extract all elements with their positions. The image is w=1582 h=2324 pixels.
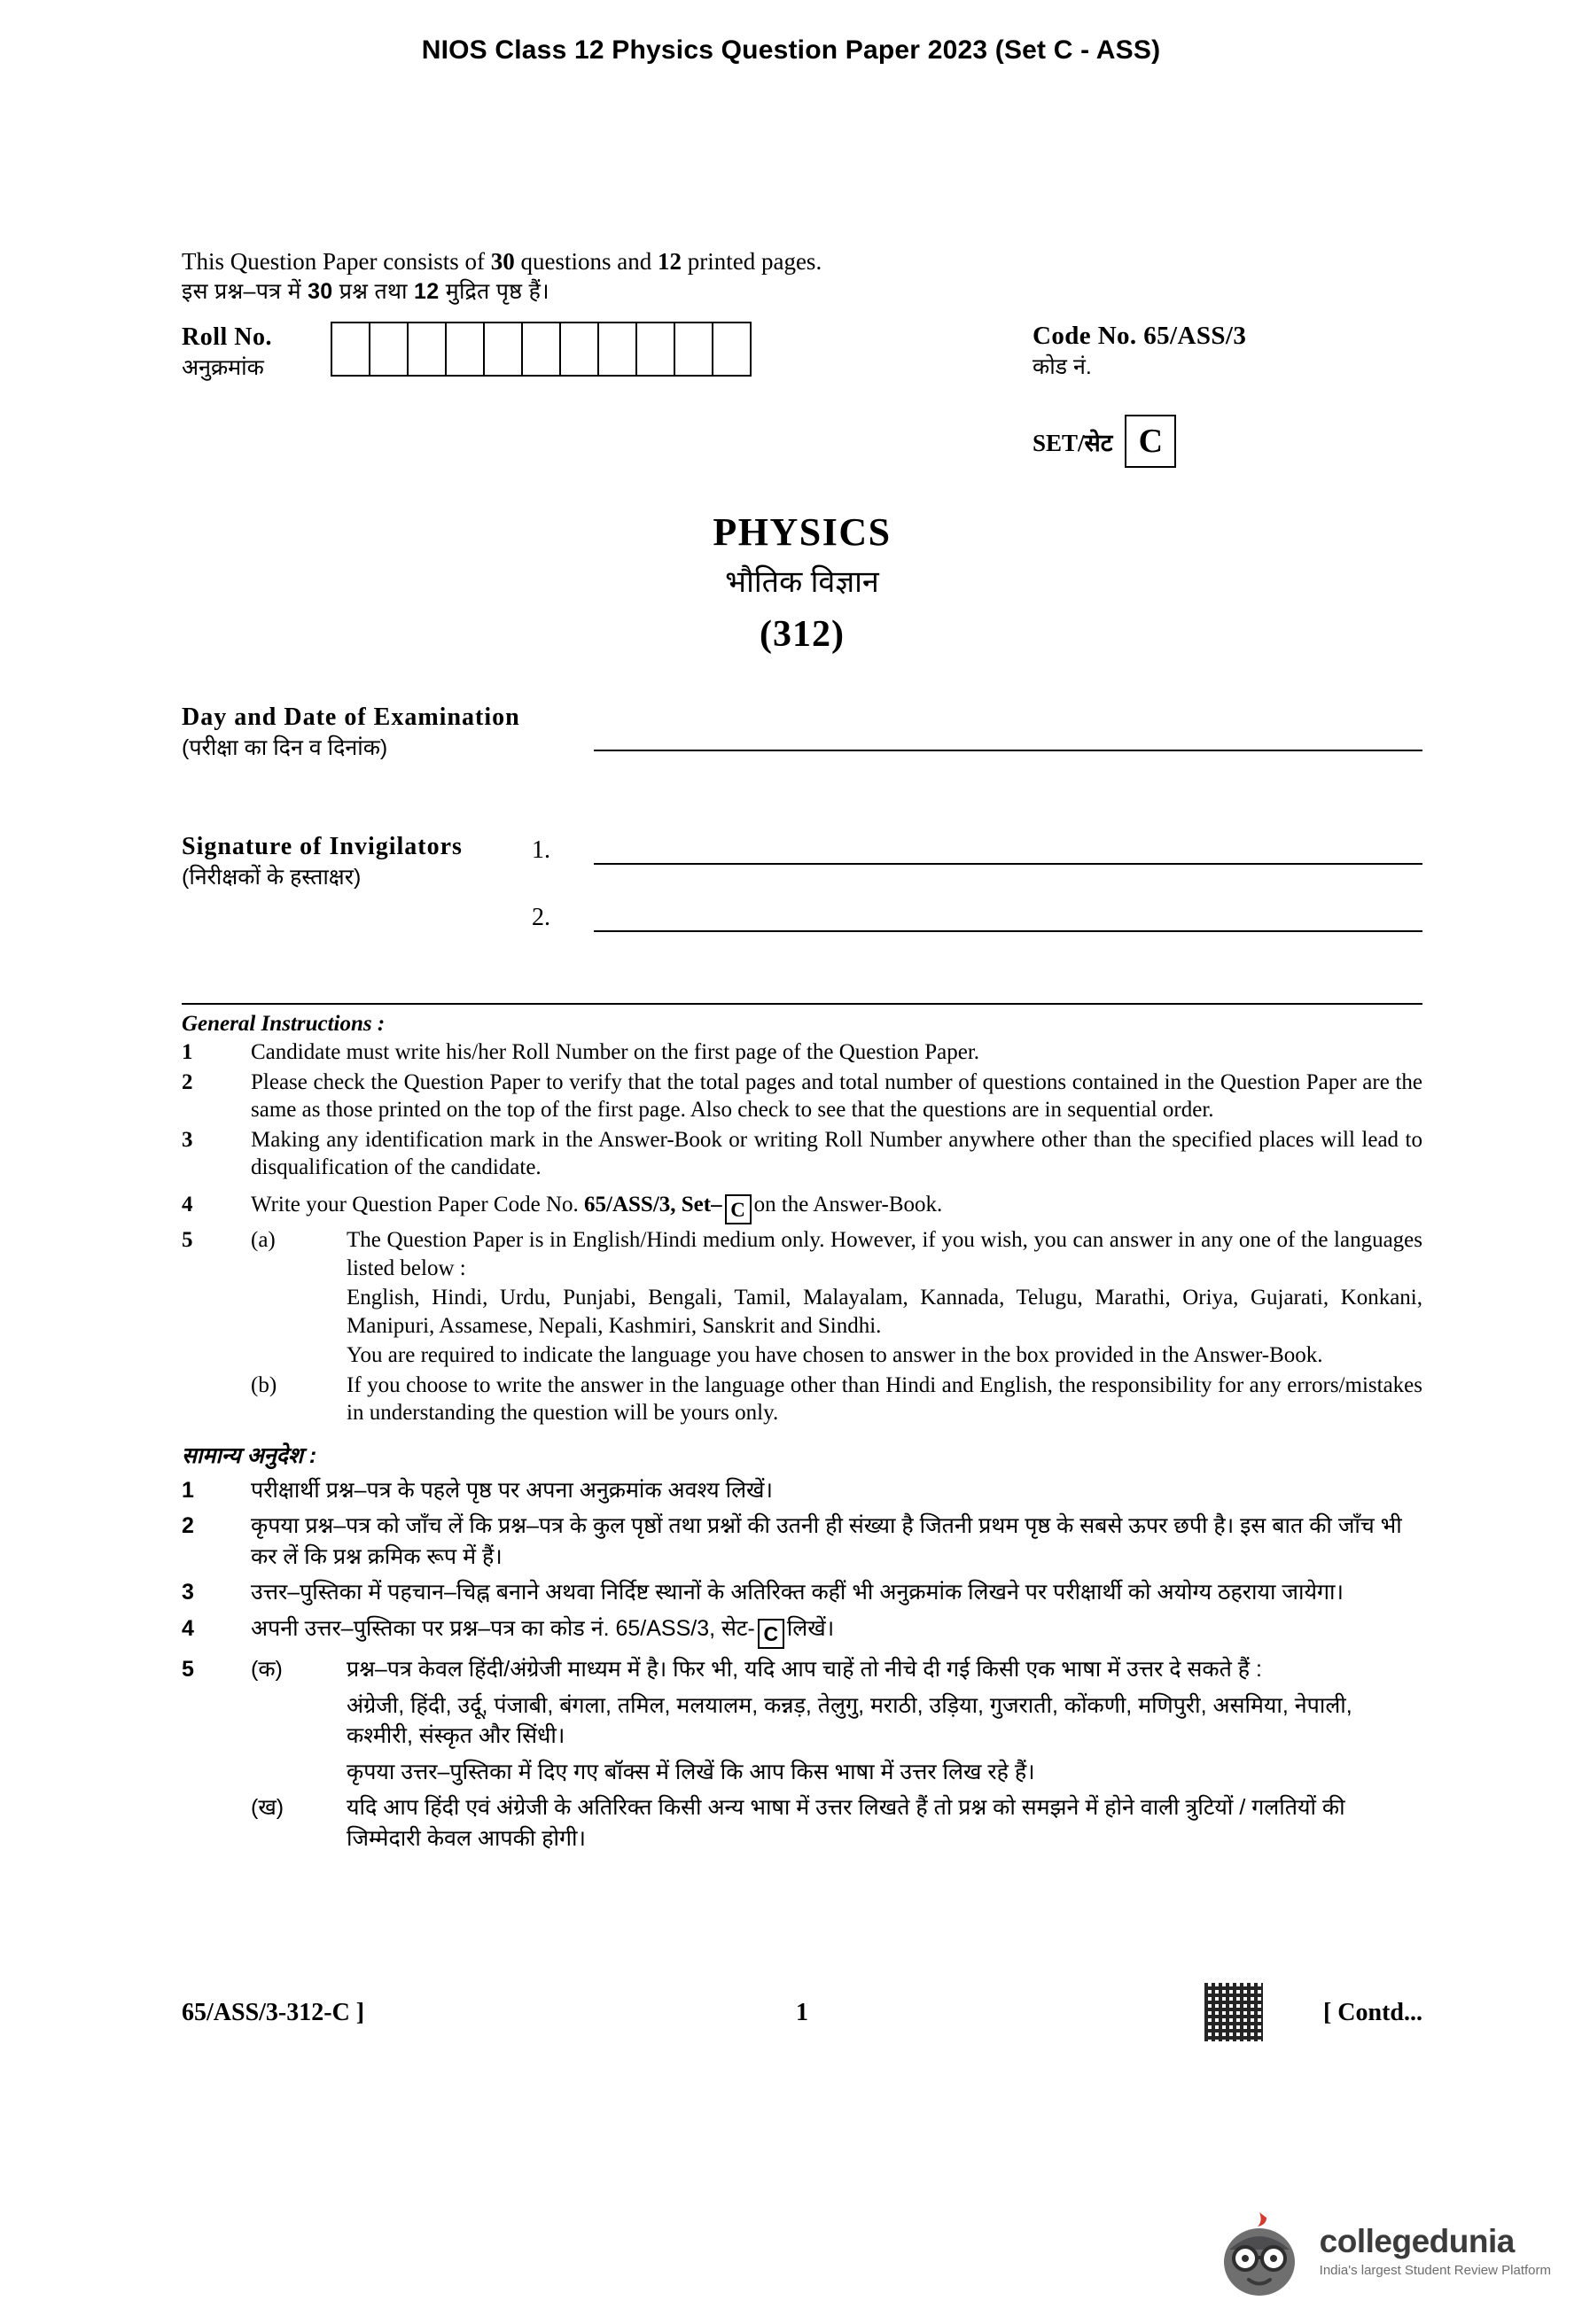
- roll-number-cell[interactable]: [485, 323, 523, 375]
- instruction-number: 1: [182, 1477, 194, 1503]
- qr-code-icon: [1204, 1983, 1263, 2041]
- subject-name-en: PHYSICS: [713, 510, 892, 554]
- invigilator-marker-2: 2.: [532, 904, 550, 931]
- instruction-item-hi-5a-note: [182, 1757, 1422, 1788]
- instruction-number-spacer: [182, 1792, 251, 1854]
- instruction-text: [251, 1613, 1422, 1650]
- paper-code-line: [1033, 322, 1246, 351]
- roll-number-label-hi: अनुक्रमांक: [182, 355, 264, 380]
- instruction-number: 2: [182, 1069, 193, 1094]
- instruction-item: [182, 1069, 1422, 1124]
- instruction-item-hi-5b: [182, 1792, 1422, 1854]
- instruction-item-hi-5a: [182, 1654, 1422, 1685]
- roll-number-row: [182, 322, 1422, 460]
- set-label: SET/सेट: [1033, 429, 1113, 456]
- instruction-number-spacer: [182, 1341, 251, 1370]
- roll-number-cell[interactable]: [599, 323, 637, 375]
- instruction-text: कृपया उत्तर–पुस्तिका में दिए गए बॉक्स में लिखें कि आप किस भाषा में उत्तर लिख रहे हैं।: [347, 1759, 1035, 1784]
- roll-number-cell[interactable]: [370, 323, 409, 375]
- roll-number-cell[interactable]: [637, 323, 675, 375]
- instruction-sub-label: (क): [251, 1657, 283, 1682]
- invigilator-label-hi: (निरीक्षकों के हस्ताक्षर): [182, 865, 362, 890]
- instruction-number-spacer: [182, 1372, 251, 1427]
- paper-code-block: [1033, 322, 1246, 381]
- instruction-text: प्रश्न–पत्र केवल हिंदी/अंग्रेजी माध्यम में है। फिर भी, यदि आप चाहें तो नीचे दी गई किसी एक भाषा में उत्तर दे सकते हैं :: [347, 1657, 1262, 1682]
- collegedunia-watermark: [1212, 2204, 1551, 2299]
- instruction-text: English, Hindi, Urdu, Punjabi, Bengali, Tamil, Malayalam, Kannada, Telugu, Marathi, Oriya, Gujarati, Konkani, Manipuri, Assamese, Nepali, Kashmiri, Sanskrit and Sindhi.: [347, 1286, 1422, 1338]
- instruction-text: If you choose to write the answer in the language other than Hindi and English, the responsibility for any errors/mistakes in understanding the question will be yours only.: [347, 1372, 1422, 1425]
- paper-code-value: 65/ASS/3: [1143, 322, 1247, 350]
- instruction-text: Please check the Question Paper to verify that the total pages and total number of questions contained in the Question Paper are the same as those printed on the top of the first page. Also check to see that the questions are in sequential order.: [251, 1069, 1422, 1122]
- instruction-number-spacer: [182, 1691, 251, 1752]
- instruction-4-set-box: C: [725, 1194, 752, 1224]
- subject-name-hi: भौतिक विज्ञान: [725, 565, 879, 599]
- exam-date-label-hi: (परीक्षा का दिन व दिनांक): [182, 735, 388, 760]
- instruction-sub-spacer: [251, 1341, 347, 1370]
- instruction-4-before: Write your Question Paper Code No. 65/ASS/3, Set–: [251, 1192, 722, 1216]
- consists-text-b: questions and: [514, 248, 658, 275]
- instruction-text: अंग्रेजी, हिंदी, उर्दू, पंजाबी, बंगला, तमिल, मलयालम, कन्नड़, तेलुगु, मराठी, उड़िया, गुजराती, कोंकणी, मणिपुरी, असमिया, नेपाली, कश्मीरी, संस्कृत और सिंधी।: [347, 1692, 1352, 1748]
- instruction-sub-label: (b): [251, 1372, 277, 1397]
- roll-number-cell[interactable]: [409, 323, 447, 375]
- instruction-text: Candidate must write his/her Roll Number on the first page of the Question Paper.: [251, 1040, 980, 1064]
- instruction-text: [251, 1191, 1422, 1225]
- instruction-text: You are required to indicate the language you have chosen to answer in the box provided in the Answer-Book.: [347, 1343, 1323, 1367]
- instruction-item-5a-languages: [182, 1284, 1422, 1340]
- paper-code-label-hi: कोड नं.: [1033, 354, 1092, 379]
- instruction-number: 4: [182, 1192, 193, 1216]
- instruction-number: 3: [182, 1127, 193, 1152]
- pages-questions-line-hi: [182, 276, 1422, 306]
- footer-page-number: 1: [796, 1999, 808, 2026]
- instruction-item-4: [182, 1191, 1422, 1225]
- instruction-item-hi: [182, 1511, 1422, 1572]
- section-divider: [182, 1003, 1422, 1005]
- roll-number-cell[interactable]: [523, 323, 561, 375]
- instruction-number: 4: [182, 1615, 194, 1641]
- instruction-text: उत्तर–पुस्तिका में पहचान–चिह्न बनाने अथवा निर्दिष्ट स्थानों के अतिरिक्त कहीं भी अनुक्रमांक लिखने पर परीक्षार्थी को अयोग्य ठहराया जायेगा।: [251, 1580, 1344, 1605]
- instruction-number-spacer: [182, 1757, 251, 1788]
- footer-continued: [ Contd...: [1322, 1999, 1422, 2026]
- roll-number-cell[interactable]: [713, 323, 750, 375]
- consists-text-a: This Question Paper consists of: [182, 248, 491, 275]
- roll-number-cell[interactable]: [675, 323, 713, 375]
- consists-text-hi-a: इस प्रश्न–पत्र में: [182, 279, 308, 304]
- instruction-item-hi-4: [182, 1613, 1422, 1650]
- instruction-hi-4-after: लिखें।: [786, 1615, 835, 1641]
- page-count-hi: 12: [414, 279, 440, 304]
- question-count-hi: 30: [308, 279, 333, 304]
- roll-number-cell[interactable]: [561, 323, 599, 375]
- roll-number-label-en: Roll No.: [182, 323, 272, 351]
- instruction-number: 3: [182, 1580, 194, 1605]
- question-count-en: 30: [490, 248, 515, 275]
- instruction-item-5b: [182, 1372, 1422, 1427]
- instruction-item: [182, 1038, 1422, 1067]
- instruction-item: [182, 1126, 1422, 1182]
- instruction-text: The Question Paper is in English/Hindi medium only. However, if you wish, you can answer in any one of the languages listed below :: [347, 1228, 1422, 1280]
- instruction-number: 1: [182, 1040, 193, 1064]
- general-instructions-title-hi: सामान्य अनुदेश :: [182, 1442, 317, 1468]
- instruction-item-hi-5a-languages: [182, 1691, 1422, 1752]
- set-value-box: C: [1125, 415, 1176, 468]
- instruction-sub-spacer: [251, 1691, 347, 1752]
- roll-number-input-boxes[interactable]: [331, 322, 752, 377]
- paper-code-label-en: Code No.: [1033, 322, 1137, 350]
- consists-text-hi-b: प्रश्न तथा: [332, 279, 415, 304]
- instruction-item-5a: [182, 1226, 1422, 1282]
- qr-code-pattern: [1204, 1983, 1263, 2041]
- invigilator-signature-line-2[interactable]: [594, 930, 1422, 932]
- instruction-text: परीक्षार्थी प्रश्न–पत्र के पहले पृष्ठ पर अपना अनुक्रमांक अवश्य लिखें।: [251, 1477, 773, 1503]
- instruction-number: 2: [182, 1513, 194, 1538]
- instruction-sub-spacer: [251, 1284, 347, 1340]
- instruction-number: 5: [182, 1228, 193, 1252]
- instruction-text: कृपया प्रश्न–पत्र को जाँच लें कि प्रश्न–पत्र के कुल पृष्ठों तथा प्रश्नों की उतनी ही संख्या है जितनी प्रथम पृष्ठ के सबसे ऊपर छपी है। इस बात की जाँच भी कर लें कि प्रश्न क्रमिक रूप में हैं।: [251, 1513, 1402, 1569]
- roll-number-labels: [182, 323, 323, 382]
- exam-date-label-en: Day and Date of Examination: [182, 703, 520, 731]
- brand-name: collegedunia: [1319, 2223, 1515, 2259]
- subject-code: (312): [760, 614, 845, 655]
- instruction-text: यदि आप हिंदी एवं अंग्रेजी के अतिरिक्त किसी अन्य भाषा में उत्तर लिखते हैं तो प्रश्न को समझने में होने वाली त्रुटियों / गलतियों की जिम्मेदारी केवल आपकी होगी।: [347, 1795, 1345, 1851]
- instruction-item-hi: [182, 1475, 1422, 1506]
- instruction-item-hi: [182, 1577, 1422, 1608]
- question-paper-cover: [182, 248, 1422, 1854]
- instruction-number: 5: [182, 1657, 194, 1682]
- set-row: [1033, 415, 1176, 468]
- instruction-number-spacer: [182, 1284, 251, 1340]
- collegedunia-logo-text: [1320, 2225, 1551, 2278]
- footer-paper-code: 65/ASS/3-312-C ]: [182, 1999, 365, 2026]
- pages-questions-line-en: [182, 248, 1422, 276]
- page-footer: [182, 1994, 1422, 2047]
- exam-date-write-line[interactable]: [594, 750, 1422, 751]
- subject-block: [182, 509, 1422, 656]
- instruction-4-after: on the Answer-Book.: [753, 1192, 943, 1216]
- collegedunia-mascot-icon: [1212, 2204, 1307, 2299]
- invigilator-label-en: Signature of Invigilators: [182, 833, 463, 860]
- consists-text-hi-c: मुद्रित पृष्ठ हैं।: [439, 279, 549, 304]
- roll-number-cell[interactable]: [332, 323, 370, 375]
- instruction-hi-4-set-box: C: [758, 1619, 784, 1649]
- exam-date-field: [182, 703, 1422, 785]
- instruction-sub-label: (ख): [251, 1795, 284, 1820]
- page-count-en: 12: [657, 248, 682, 275]
- page-title: NIOS Class 12 Physics Question Paper 2023 (Set C - ASS): [421, 35, 1161, 65]
- instruction-sub-label: (a): [251, 1228, 276, 1252]
- invigilator-marker-1: 1.: [532, 836, 550, 864]
- brand-tagline: India's largest Student Review Platform: [1319, 2263, 1551, 2278]
- instruction-item-5a-note: [182, 1341, 1422, 1370]
- roll-number-cell[interactable]: [447, 323, 485, 375]
- invigilator-signature-field: [182, 833, 1422, 957]
- general-instructions-title-en: General Instructions :: [182, 1012, 386, 1036]
- instruction-sub-spacer: [251, 1757, 347, 1788]
- invigilator-signature-line-1[interactable]: [594, 863, 1422, 865]
- instruction-text: Making any identification mark in the Answer-Book or writing Roll Number anywhere other than the specified places will lead to disqualification of the candidate.: [251, 1127, 1422, 1179]
- instruction-hi-4-before: अपनी उत्तर–पुस्तिका पर प्रश्न–पत्र का कोड नं. 65/ASS/3, सेट-: [251, 1615, 755, 1641]
- consists-text-c: printed pages.: [681, 248, 822, 275]
